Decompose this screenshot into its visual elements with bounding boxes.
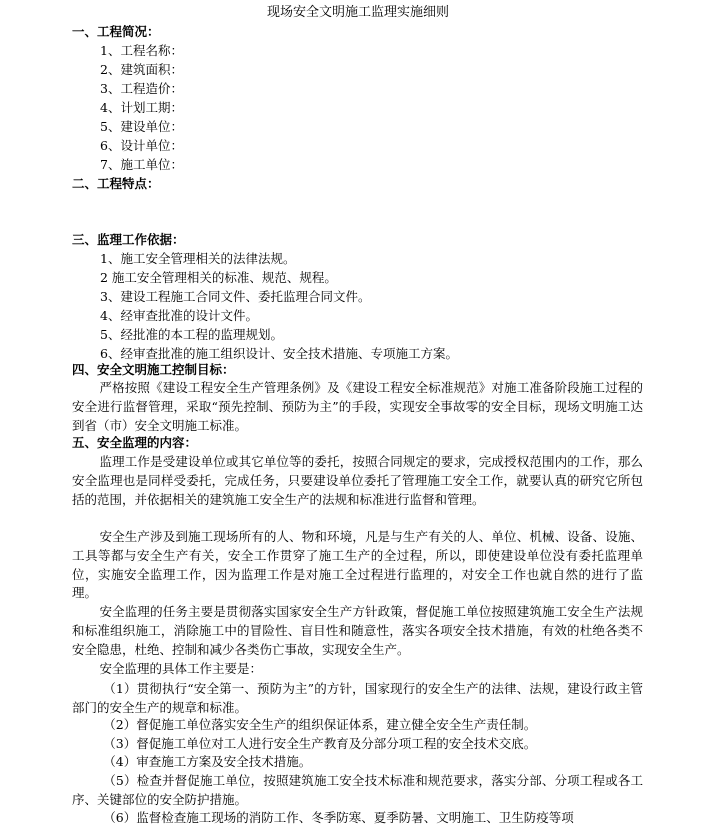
section-3-heading: 三、监理工作依据：	[72, 232, 185, 247]
list-item: 4、经审查批准的设计文件。	[100, 308, 258, 323]
paragraph: 安全生产涉及到施工现场所有的人、物和环境，凡是与生产有关的人、单位、机械、设备、设施、工具等都与安全生产有关，安全工作贯穿了施工生产的全过程，所以，即使建设单位没有委托监理单位，实施安全监理工作，因为监理工作是对施工全过程进行监理的，对安全工作也就自然的进行了监理。	[72, 529, 643, 601]
paragraph: （6）监督检查施工现场的消防工作、冬季防寒、夏季防暑、文明施工、卫生防疫等项	[103, 810, 574, 825]
list-item: 2 施工安全管理相关的标准、规范、规程。	[100, 270, 337, 285]
list-item: 3、建设工程施工合同文件、委托监理合同文件。	[100, 289, 371, 304]
list-item: 6、经审查批准的施工组织设计、安全技术措施、专项施工方案。	[100, 346, 458, 361]
section-1-heading: 一、工程简况：	[72, 24, 160, 39]
section-2-heading: 二、工程特点：	[72, 176, 160, 191]
list-item: 1、工程名称：	[100, 43, 183, 58]
list-item: 5、经批准的本工程的监理规划。	[100, 327, 283, 342]
paragraph: （5）检查并督促施工单位，按照建筑施工安全技术标准和规范要求，落实分部、分项工程或各工序、关键部位的安全防护措施。	[72, 773, 643, 807]
paragraph: （4）审查施工方案及安全技术措施。	[103, 754, 312, 769]
list-item: 7、施工单位：	[100, 157, 183, 172]
section-5-heading: 五、安全监理的内容：	[72, 435, 198, 450]
list-item: 6、设计单位：	[100, 138, 183, 153]
list-item: 1、施工安全管理相关的法律法规。	[100, 251, 296, 266]
paragraph: （3）督促施工单位对工人进行安全生产教育及分部分项工程的安全技术交底。	[103, 736, 537, 751]
list-item: 3、工程造价：	[100, 81, 183, 96]
paragraph: 安全监理的任务主要是贯彻落实国家安全生产方针政策，督促施工单位按照建筑施工安全生产法规和标准组织施工，消除施工中的冒险性、盲目性和随意性，落实各项安全技术措施，有效的杜绝各类不安全隐患，杜绝、控制和减少各类伤亡事故，实现安全生产。	[72, 604, 643, 657]
paragraph: 监理工作是受建设单位或其它单位等的委托，按照合同规定的要求，完成授权范围内的工作，那么安全监理也是同样受委托，完成任务，只要建设单位委托了管理施工安全工作，就要认真的研究它所包括的范围，并依据相关的建筑施工安全生产的法规和标准进行监督和管理。	[72, 454, 643, 507]
section-4-heading: 四、安全文明施工控制目标：	[72, 362, 235, 377]
list-item: 5、建设单位：	[100, 119, 183, 134]
paragraph: 严格按照《建设工程安全生产管理条例》及《建设工程安全标准规范》对施工准备阶段施工过程的安全进行监督管理，采取“预先控制、预防为主”的手段，实现安全事故零的安全目标，现场文明施工达到省（市）安全文明施工标准。	[72, 380, 643, 433]
list-item: 2、建筑面积：	[100, 62, 183, 77]
list-item: 4、计划工期：	[100, 100, 183, 115]
paragraph: 安全监理的具体工作主要是：	[99, 661, 263, 676]
paragraph: （2）督促施工单位落实安全生产的组织保证体系，建立健全安全生产责任制。	[103, 717, 537, 732]
paragraph: （1）贯彻执行“安全第一、预防为主”的方针，国家现行的安全生产的法律、法规，建设行政主管部门的安全生产的规章和标准。	[72, 681, 643, 715]
document-title: 现场安全文明施工监理实施细则	[266, 5, 449, 20]
